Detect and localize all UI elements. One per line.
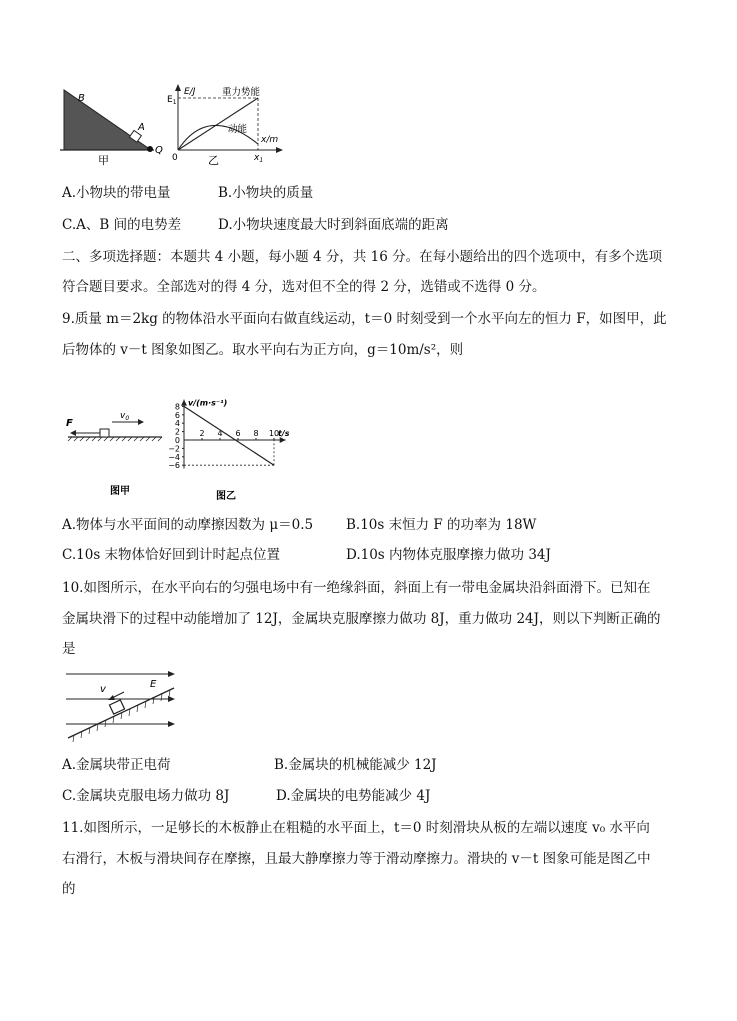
q9-option-c: C.10s 末物体恰好回到计时起点位置	[62, 547, 281, 563]
e-axis-y-arrow	[175, 84, 181, 91]
axis-x: x/m	[261, 135, 279, 145]
q9-label-jia: 图甲	[110, 486, 130, 497]
q10-option-d: D.金属块的电势能减少 4J	[276, 788, 431, 804]
q10-label-e: E	[150, 679, 157, 690]
vt-y-tick-label: −4	[168, 452, 180, 462]
q8-option-d: D.小物块速度最大时到斜面底端的距离	[218, 217, 449, 233]
q9-figure	[62, 366, 300, 504]
q9-v0-arrowhead	[138, 419, 144, 425]
vt-axis-y-arrow	[181, 400, 187, 406]
label-gravity-pe: 重力势能	[222, 87, 261, 98]
q9-block	[100, 429, 109, 437]
vt-data-line	[184, 406, 274, 465]
vt-y-tick-label: 4	[174, 419, 180, 429]
field-arrow-3	[168, 721, 175, 727]
q9-line-2: 后物体的 v－t 图象如图乙。取水平向右为正方向，g＝10m/s²，则	[62, 342, 464, 358]
q8-option-a: A.小物块的带电量	[62, 185, 171, 201]
q9-force-arrowhead	[70, 430, 76, 436]
q11-line-3: 的	[62, 881, 76, 897]
tick-origin: 0	[172, 153, 178, 163]
label-a: A	[138, 122, 145, 133]
q10-line-3: 是	[62, 641, 76, 657]
q8-option-b: B.小物块的质量	[218, 185, 314, 201]
axis-e: E/J	[184, 87, 196, 97]
q9-vt-graph	[168, 399, 290, 471]
q9-label-yi: 图乙	[216, 491, 236, 502]
q10-figure	[62, 666, 182, 748]
vt-y-tick-label: 0	[174, 436, 180, 445]
q9-line-1: 9.质量 m＝2kg 的物体沿水平面向右做直线运动，t＝0 时刻受到一个水平向左的恒力 F，如图甲，此	[62, 311, 667, 327]
q9-label-v0: $v_0$	[120, 411, 130, 422]
vt-x-tick-label: 4	[217, 429, 223, 438]
vt-x-tick-label: 10	[268, 429, 280, 438]
q10-velocity-arrowhead	[108, 695, 115, 700]
e-axis-x-arrow	[276, 147, 283, 153]
q10-incline-hatch	[73, 690, 170, 742]
q10-incline	[68, 688, 174, 738]
tick-e1: $E_1$	[167, 95, 177, 106]
label-kinetic: 动能	[228, 124, 248, 135]
vt-y-tick-label: 6	[174, 410, 180, 420]
q11-line-1: 11.如图所示，一足够长的木板静止在粗糙的水平面上，t＝0 时刻滑块从板的左端以速度 v₀ 水平向	[62, 820, 650, 836]
vt-x-tick-label: 2	[199, 429, 205, 438]
label-yi: 乙	[208, 154, 219, 167]
vt-axis-x-label: t/s	[278, 429, 290, 438]
vt-y-tick-label: 8	[174, 402, 180, 412]
label-b: B	[78, 93, 85, 104]
q9-ground-hatch	[68, 437, 162, 441]
q9-option-d: D.10s 内物体克服摩擦力做功 34J	[346, 547, 551, 563]
q10-label-v: v	[100, 684, 106, 695]
q9-option-b: B.10s 末恒力 F 的功率为 18W	[346, 517, 537, 533]
q10-option-b: B.金属块的机械能减少 12J	[274, 757, 437, 773]
q10-option-c: C.金属块克服电场力做功 8J	[62, 788, 230, 804]
label-jia: 甲	[98, 154, 109, 167]
q10-option-a: A.金属块带正电荷	[62, 757, 171, 773]
q9-option-a: A.物体与水平面间的动摩擦因数为 μ＝0.5	[62, 517, 314, 533]
vt-x-tick-label: 8	[253, 429, 259, 438]
vt-y-tick-label: −2	[168, 444, 180, 454]
charge-q	[147, 146, 153, 152]
vt-y-tick-label: −6	[168, 461, 180, 471]
q9-label-f: F	[66, 418, 73, 429]
q10-line-2: 金属块滑下的过程中动能增加了 12J，金属块克服摩擦力做功 8J，重力做功 24J，则以下判断正确的	[62, 611, 661, 627]
vt-y-tick-label: 2	[174, 427, 180, 437]
q8-figure	[58, 82, 293, 170]
q10-line-1: 10.如图所示，在水平向右的匀强电场中有一绝缘斜面，斜面上有一带电金属块沿斜面滑下。已知在	[62, 580, 651, 596]
field-arrow-1	[168, 671, 175, 677]
vt-x-tick-label: 6	[235, 429, 241, 438]
section2-line-2: 符合题目要求。全部选对的得 4 分，选对但不全的得 2 分，选错或不选得 0 分。	[62, 279, 546, 295]
vt-axis-y-label: v/(m·s⁻¹)	[188, 398, 228, 408]
tick-x1: $x_1$	[254, 153, 264, 164]
section2-line-1: 二、多项选择题：本题共 4 小题，每小题 4 分，共 16 分。在每小题给出的四个选项中，有多个选项	[62, 249, 663, 265]
q11-line-2: 右滑行，木板与滑块间存在摩擦，且最大静摩擦力等于滑动摩擦力。滑块的 v－t 图象可能是图乙中	[62, 851, 651, 867]
label-q: Q	[155, 145, 163, 156]
q8-option-c: C.A、B 间的电势差	[62, 217, 182, 233]
